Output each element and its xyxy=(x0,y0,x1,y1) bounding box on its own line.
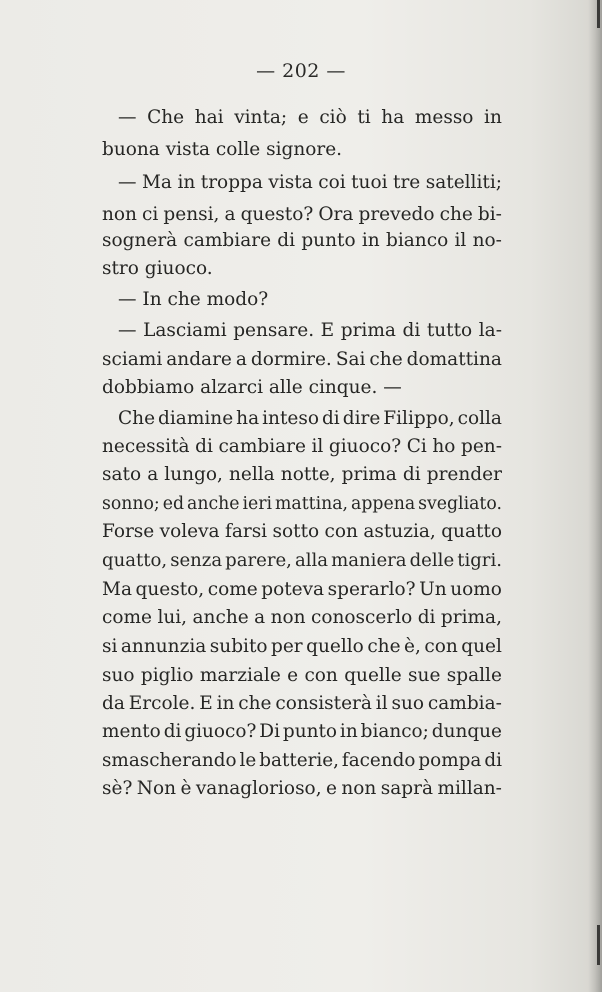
word: si xyxy=(102,636,118,657)
word: pensare. xyxy=(233,320,315,341)
word: Che xyxy=(118,408,156,429)
word: e xyxy=(287,665,299,686)
word: sue xyxy=(408,665,441,686)
word: — xyxy=(118,172,137,193)
text-line xyxy=(102,661,502,691)
text-line: buona vista colle signore. xyxy=(102,139,343,160)
word: la- xyxy=(478,320,502,341)
word: Ma xyxy=(102,579,132,600)
word: dormire. xyxy=(250,349,332,370)
text-line: dobbiamo alzarci alle cinque. — xyxy=(102,377,402,398)
word: ieri xyxy=(242,494,273,514)
word: lungo, xyxy=(164,464,223,485)
word: tre xyxy=(393,172,421,193)
word: che xyxy=(238,693,272,714)
page-number: — 202 — xyxy=(256,60,346,82)
text-line xyxy=(102,689,502,719)
word: — xyxy=(118,320,137,341)
word: non xyxy=(270,607,306,628)
word: conoscerlo xyxy=(311,607,413,628)
word: giuoco? xyxy=(184,721,257,742)
word: Ma xyxy=(141,172,172,193)
text-line xyxy=(102,517,502,547)
text-line xyxy=(102,774,502,804)
word: Di xyxy=(259,721,280,742)
word: a xyxy=(147,464,159,485)
edge-mark xyxy=(597,925,600,965)
word: Ora xyxy=(318,204,354,225)
word: Un xyxy=(419,579,447,600)
word: bianco xyxy=(386,230,449,251)
word: di xyxy=(195,436,213,457)
word: punto xyxy=(282,721,337,742)
word: di xyxy=(163,721,182,742)
text-line xyxy=(102,632,502,662)
word: hai xyxy=(194,107,224,128)
word: astuzia, xyxy=(363,521,436,542)
word: E xyxy=(320,320,335,341)
text-line xyxy=(102,345,502,375)
word: sciami xyxy=(102,349,163,370)
word: colla xyxy=(457,408,502,429)
word: cambiare xyxy=(183,230,272,251)
word: di xyxy=(484,750,502,771)
word: in xyxy=(361,230,380,251)
word: anche xyxy=(192,607,249,628)
word: — xyxy=(118,107,137,128)
edge-mark xyxy=(597,0,600,28)
word: quelle xyxy=(344,665,402,686)
word: delle xyxy=(409,550,455,571)
word: di xyxy=(417,607,436,628)
word: poteva xyxy=(261,579,325,600)
word: con xyxy=(424,636,458,657)
word: mattina, xyxy=(275,494,349,514)
word: senza xyxy=(170,550,223,571)
word: batterie, xyxy=(259,750,339,771)
word: a xyxy=(224,204,236,225)
text-line xyxy=(118,404,502,434)
word: prima xyxy=(340,320,396,341)
word: tigri. xyxy=(457,550,502,571)
word: di xyxy=(402,320,421,341)
word: consisterà xyxy=(275,693,372,714)
text-line xyxy=(102,717,502,747)
word: in xyxy=(339,721,358,742)
word: vanaglorioso, xyxy=(195,778,322,799)
word: come xyxy=(102,607,152,628)
word: necessità xyxy=(102,436,190,457)
word: tuoi xyxy=(351,172,388,193)
word: farsi xyxy=(224,521,268,542)
text-line xyxy=(118,316,502,346)
word: per xyxy=(271,636,303,657)
word: di xyxy=(321,408,340,429)
word: Forse xyxy=(102,521,155,542)
word: e xyxy=(297,107,309,128)
word: quatto, xyxy=(102,550,168,571)
word: di xyxy=(277,230,296,251)
word: uomo xyxy=(450,579,502,600)
word: quel xyxy=(461,636,502,657)
word: non xyxy=(102,204,137,225)
word: parere, xyxy=(225,550,292,571)
text-line xyxy=(118,103,502,133)
word: di xyxy=(402,464,421,485)
word: Sai xyxy=(335,349,366,370)
word: marziale xyxy=(199,665,281,686)
word: smascherando xyxy=(102,750,237,771)
word: bi- xyxy=(477,204,502,225)
word: quello xyxy=(306,636,364,657)
word: messo xyxy=(414,107,474,128)
word: prevedo xyxy=(358,204,435,225)
word: spalle xyxy=(446,665,502,686)
word: prima, xyxy=(440,607,502,628)
word: anche xyxy=(187,494,240,514)
word: no- xyxy=(472,230,502,251)
word: il xyxy=(454,230,467,251)
word: Che xyxy=(147,107,185,128)
word: annunzia xyxy=(120,636,207,657)
word: a xyxy=(235,349,247,370)
word: lui, xyxy=(157,607,188,628)
word: questo, xyxy=(135,579,205,600)
word: che xyxy=(367,636,401,657)
word: ci xyxy=(142,204,159,225)
word: sperarlo? xyxy=(327,579,416,600)
word: come xyxy=(207,579,258,600)
page-edge-shadow xyxy=(588,0,602,992)
word: subito xyxy=(209,636,268,657)
word: in xyxy=(177,172,196,193)
word: Non xyxy=(136,778,177,799)
word: che xyxy=(369,349,403,370)
word: in xyxy=(216,693,235,714)
word: vinta; xyxy=(234,107,288,128)
word: giuoco? xyxy=(328,436,402,457)
word: con xyxy=(324,521,358,542)
word: il xyxy=(311,436,324,457)
word: con xyxy=(304,665,338,686)
word: in xyxy=(484,107,502,128)
word: maniera xyxy=(331,550,407,571)
word: andare xyxy=(166,349,232,370)
word: punto xyxy=(301,230,356,251)
word: satelliti; xyxy=(425,172,502,193)
word: non xyxy=(341,778,377,799)
text-line xyxy=(102,546,502,576)
text-line: — In che modo? xyxy=(118,289,269,310)
word: notte, xyxy=(280,464,336,485)
word: le xyxy=(239,750,257,771)
word: vista xyxy=(268,172,313,193)
word: Filippo, xyxy=(383,408,455,429)
word: Lasciami xyxy=(143,320,227,341)
word: e xyxy=(326,778,337,799)
text-line xyxy=(118,168,502,198)
word: il xyxy=(375,693,388,714)
word: saprà xyxy=(380,778,434,799)
word: troppa xyxy=(200,172,263,193)
word: svegliato. xyxy=(418,494,502,514)
word: millan- xyxy=(437,778,502,799)
word: bianco; xyxy=(360,721,429,742)
word: coi xyxy=(318,172,346,193)
word: sognerà xyxy=(102,230,178,251)
word: voleva xyxy=(159,521,220,542)
word: prima xyxy=(341,464,397,485)
word: ha xyxy=(236,408,260,429)
text-line: stro giuoco. xyxy=(102,258,213,279)
word: da xyxy=(102,693,125,714)
word: pompa xyxy=(418,750,482,771)
word: suo xyxy=(102,665,135,686)
text-line xyxy=(102,746,502,776)
word: sotto xyxy=(272,521,320,542)
word: E xyxy=(199,693,213,714)
text-line xyxy=(102,489,502,519)
text-line xyxy=(102,603,502,633)
word: mento xyxy=(102,721,161,742)
word: dunque xyxy=(431,721,502,742)
word: cambiare xyxy=(218,436,306,457)
word: ho xyxy=(432,436,456,457)
word: dire xyxy=(342,408,381,429)
word: alla xyxy=(294,550,329,571)
word: domattina xyxy=(406,349,502,370)
word: è, xyxy=(404,636,421,657)
word: a xyxy=(254,607,266,628)
word: pensi, xyxy=(163,204,220,225)
word: pen- xyxy=(460,436,502,457)
word: inteso xyxy=(262,408,319,429)
word: sè? xyxy=(102,778,133,799)
text-line xyxy=(102,575,502,605)
word: ha xyxy=(381,107,405,128)
word: è xyxy=(180,778,192,799)
word: suo xyxy=(391,693,425,714)
word: ed xyxy=(162,494,185,514)
word: diamine xyxy=(158,408,234,429)
text-line xyxy=(102,460,502,490)
word: facendo xyxy=(341,750,416,771)
word: tutto xyxy=(426,320,473,341)
word: nella xyxy=(228,464,275,485)
text-line xyxy=(102,432,502,462)
word: che xyxy=(439,204,473,225)
word: cambia- xyxy=(427,693,502,714)
word: ti xyxy=(357,107,371,128)
text-line xyxy=(102,226,502,256)
word: prender xyxy=(426,464,502,485)
word: piglio xyxy=(140,665,194,686)
word: Ercole. xyxy=(128,693,196,714)
word: sonno; xyxy=(102,494,160,514)
word: Ci xyxy=(406,436,427,457)
word: quatto xyxy=(441,521,502,542)
word: appena xyxy=(351,494,416,514)
word: ciò xyxy=(319,107,347,128)
word: questo? xyxy=(240,204,314,225)
word: sato xyxy=(102,464,142,485)
